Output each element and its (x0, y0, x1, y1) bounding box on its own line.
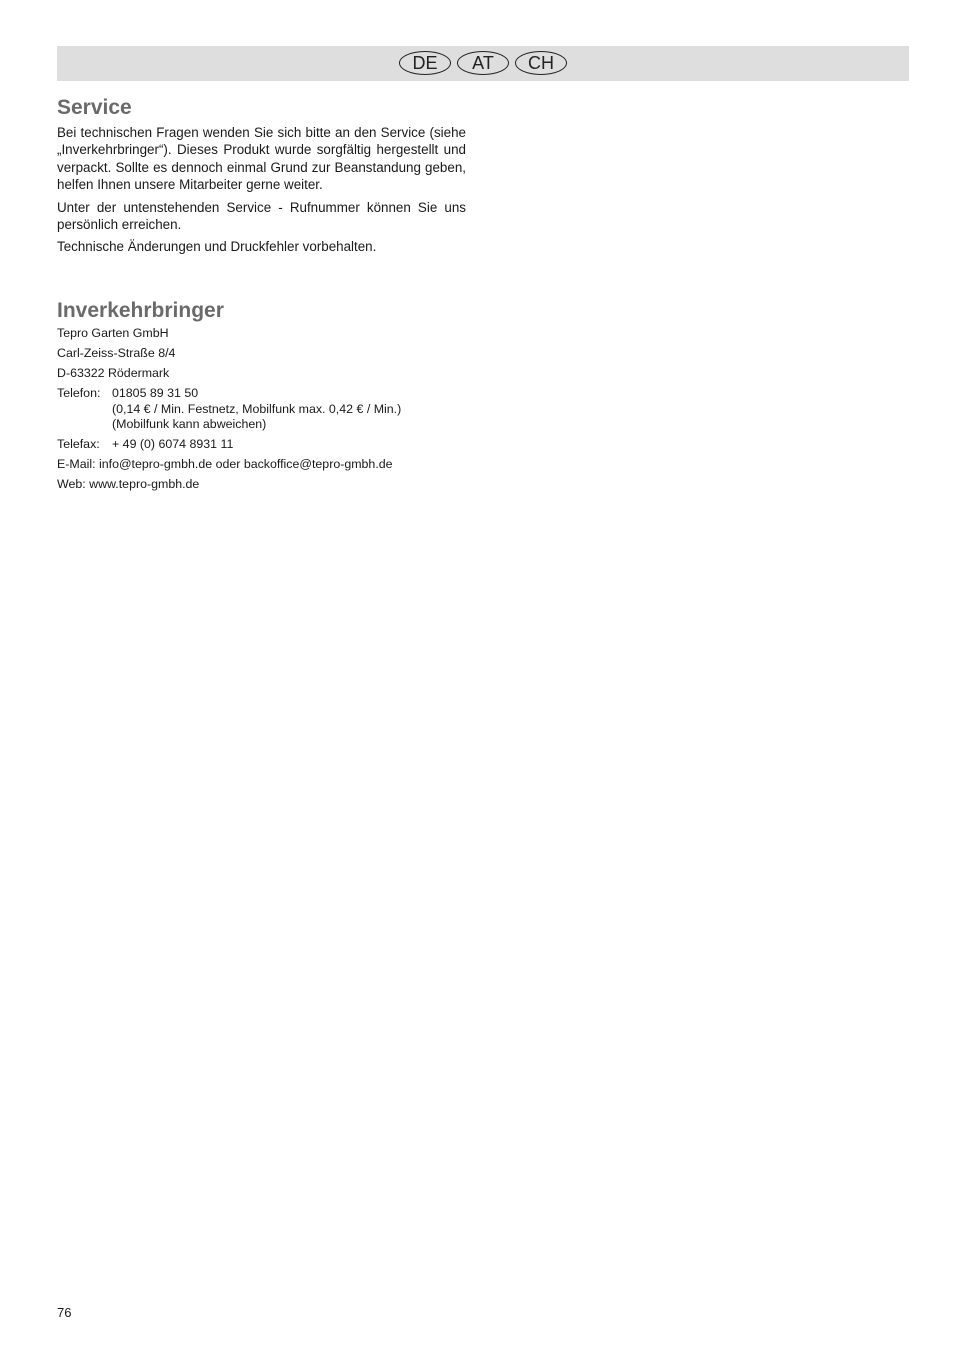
inverkehrbringer-heading: Inverkehrbringer (57, 299, 224, 322)
country-badges (399, 51, 567, 77)
phone-note-mobile: (Mobilfunk kann abweichen) (112, 417, 267, 432)
fax-number: + 49 (0) 6074 8931 11 (112, 437, 234, 452)
service-paragraph-1: Bei technischen Fragen wenden Sie sich bitte an den Service (siehe „Inverkehrbringer“). Dieses Produkt wurde sorgfältig hergestellt und verpackt. Sollte es dennoch einmal Grund zur Beanstandung geben, helfen Ihnen unsere Mitarbeiter gerne weiter. (57, 125, 466, 193)
service-section (57, 124, 466, 261)
fax-label: Telefax: (57, 437, 100, 452)
service-heading: Service (57, 96, 132, 119)
fax-row (57, 437, 466, 453)
page-number: 76 (57, 1305, 72, 1320)
email-line: E-Mail: info@tepro-gmbh.de oder backoffice@tepro-gmbh.de (57, 457, 393, 472)
phone-details (112, 386, 466, 433)
phone-label: Telefon: (57, 385, 101, 400)
phone-number: 01805 89 31 50 (112, 385, 199, 400)
web-line: Web: www.tepro-gmbh.de (57, 477, 200, 492)
badge-de: DE (399, 51, 451, 75)
phone-row (57, 386, 466, 433)
service-paragraph-3: Technische Änderungen und Druckfehler vorbehalten. (57, 239, 377, 255)
badge-at: AT (457, 51, 509, 75)
inverkehrbringer-section (57, 326, 466, 497)
company-name: Tepro Garten GmbH (57, 326, 169, 340)
city-address: D-63322 Rödermark (57, 365, 170, 380)
street-address: Carl-Zeiss-Straße 8/4 (57, 345, 176, 360)
service-paragraph-2: Unter der untenstehenden Service - Rufnummer können Sie uns persönlich erreichen. (57, 199, 466, 233)
phone-note-rates: (0,14 € / Min. Festnetz, Mobilfunk max. 0,42 € / Min.) (112, 401, 402, 416)
badge-ch: CH (515, 51, 567, 75)
